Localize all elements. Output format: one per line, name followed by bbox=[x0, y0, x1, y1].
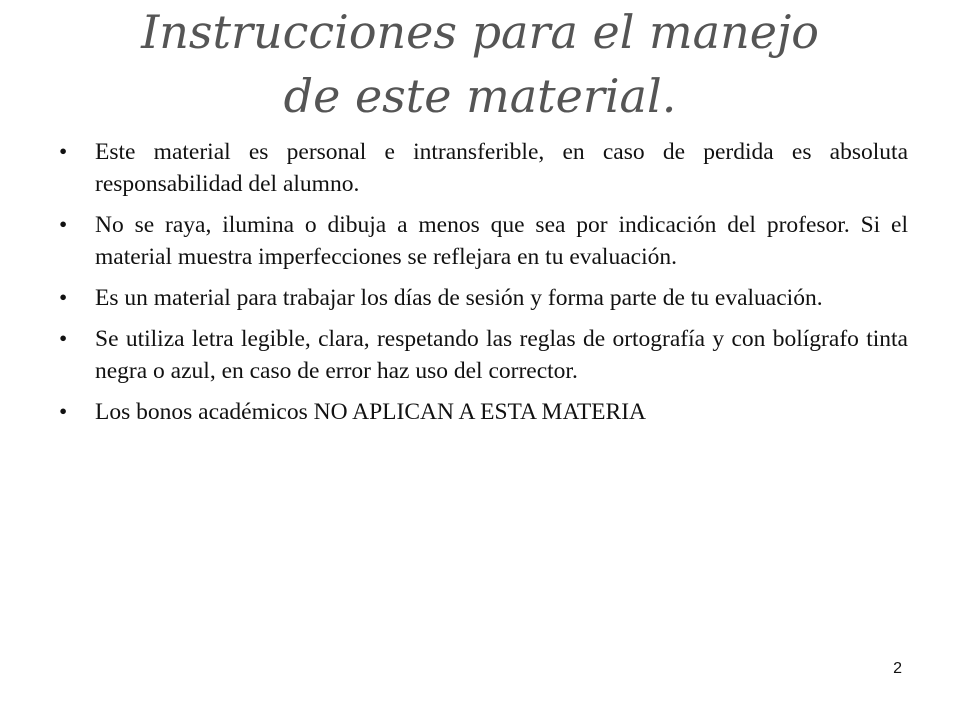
bullet-text: Los bonos académicos NO APLICAN A ESTA MATERIA bbox=[95, 399, 646, 425]
bullet-item-4 bbox=[56, 323, 908, 387]
bullet-icon: • bbox=[59, 212, 68, 238]
slide-title bbox=[40, 0, 920, 128]
bullet-item-2 bbox=[56, 209, 908, 273]
slide-title-line-2: de este material. bbox=[283, 69, 677, 123]
bullet-item-1 bbox=[56, 136, 908, 200]
bullet-text: Es un material para trabajar los días de sesión y forma parte de tu evaluación. bbox=[95, 285, 823, 311]
bullet-icon: • bbox=[59, 285, 68, 311]
slide-title-line-1: Instrucciones para el manejo bbox=[141, 5, 819, 59]
bullet-item-5 bbox=[56, 396, 908, 428]
bullet-item-3 bbox=[56, 282, 908, 314]
bullet-icon: • bbox=[59, 326, 68, 352]
bullet-list bbox=[56, 136, 908, 437]
bullet-text: Se utiliza letra legible, clara, respetando las reglas de ortografía y con bolígrafo tinta negra o azul, en caso de error haz uso del corrector. bbox=[95, 326, 908, 384]
bullet-text: No se raya, ilumina o dibuja a menos que sea por indicación del profesor. Si el material muestra imperfecciones se reflejara en tu evaluación. bbox=[95, 212, 908, 270]
bullet-icon: • bbox=[59, 139, 68, 165]
page-number: 2 bbox=[893, 660, 902, 677]
bullet-icon: • bbox=[59, 399, 68, 425]
bullet-text: Este material es personal e intransferible, en caso de perdida es absoluta responsabilidad del alumno. bbox=[95, 139, 908, 197]
